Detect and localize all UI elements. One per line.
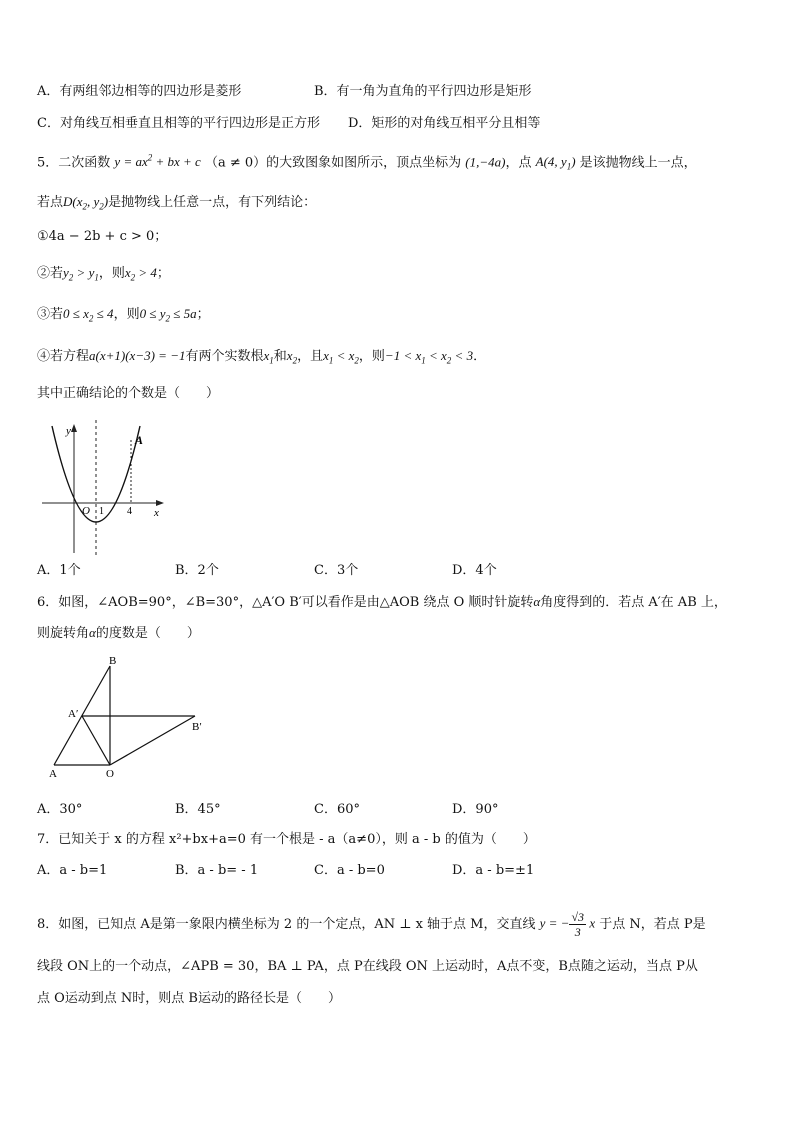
q7-option-b: B．a - b= - 1 [175, 863, 259, 878]
q5-stem-part: ； [156, 266, 170, 281]
q5-stem-part: ，则 [98, 266, 125, 281]
x-axis-label: x [154, 507, 159, 519]
q6-option-a: A．30° [37, 802, 83, 817]
q5-stem-part: 是抛物线上任意一点，有下列结论： [108, 195, 317, 210]
q8-stem-line3: 点 O运动到点 N时，则点 B运动的路径长是（ ） [37, 991, 341, 1006]
q5-vertex: (1,−4a) [465, 154, 506, 170]
q6-alpha: α [533, 594, 541, 609]
q5-stem-part: 有两个实数根 [185, 349, 264, 364]
q5-math: $0 \le x_2 \le 4$ [63, 306, 114, 324]
q5-stem-part: ，点 [505, 155, 532, 171]
q6-option-b: B．45° [175, 802, 221, 817]
q5-math: $x_1$ [263, 348, 274, 366]
q6-option-c: C．60° [314, 802, 360, 817]
label-b: B [109, 655, 117, 667]
q5-conclusion-1: ①4a − 2b + c > 0； [37, 229, 168, 244]
q5-function: $y = ax^2$ + bx + c [114, 153, 201, 170]
q4-option-b: B．有一角为直角的平行四边形是矩形 [314, 84, 532, 99]
q5-stem-part: ④若方程 [37, 349, 90, 364]
q6-stem-part: 的度数是（ ） [95, 626, 200, 641]
point-a-label: A [135, 433, 144, 447]
q8-stem-part: 于点 N，若点 P是 [599, 917, 706, 932]
y-axis-label: y [66, 425, 71, 437]
label-b-prime: B′ [192, 721, 202, 733]
q5-question: 其中正确结论的个数是（ ） [37, 386, 220, 401]
q7-option-c: C．a - b=0 [314, 863, 385, 878]
q5-option-b: B．2个 [175, 563, 219, 578]
q5-stem-line1 [37, 149, 697, 176]
q5-point-a: A(4, $y_1$) [535, 154, 576, 172]
tick-label-1: 1 [99, 506, 104, 517]
q8-stem-part: 8．如图，已知点 A是第一象限内横坐标为 2 的一个定点，AN ⊥ x 轴于点 M，交直线 [37, 917, 536, 932]
q6-triangle-figure [40, 650, 220, 780]
q5-stem-part: ②若 [37, 266, 64, 281]
x-axis-arrow [156, 500, 164, 506]
q5-math: $y_2 > y_1$ [63, 265, 99, 283]
q5-option-d: D．4个 [452, 563, 497, 578]
segment-a1o [82, 716, 110, 765]
q5-stem-part: 是该抛物线上一点， [579, 155, 697, 171]
q5-math: $x_2 > 4$ [124, 265, 157, 283]
q5-math: $x_2$ [286, 348, 298, 366]
q6-stem-part: 角度得到的．若点 A′在 AB 上， [540, 595, 727, 610]
label-o: O [106, 768, 114, 780]
q6-stem-line1 [37, 593, 727, 612]
q7-option-a: A．a - b=1 [37, 863, 108, 878]
q5-option-a: A．1个 [37, 563, 81, 578]
segment-ob1 [110, 716, 195, 765]
q5-math: a(x+1)(x−3) = −1 [89, 348, 186, 363]
q8-stem-line1 [37, 910, 706, 939]
q6-stem-part: 6．如图，∠AOB=90°，∠B=30°，△A′O B′可以看作是由△AOB 绕点 O 顺时针旋转 [37, 595, 534, 610]
q5-stem-part: 若点 [37, 195, 64, 210]
q5-option-c: C．3个 [314, 563, 359, 578]
q5-stem-part: ，且 [297, 349, 324, 364]
y-axis-arrow [71, 424, 77, 432]
label-a: A [49, 768, 57, 780]
q5-stem-part: ，则 [113, 307, 140, 322]
q6-alpha: α [89, 625, 96, 640]
q5-stem-part: 和 [273, 349, 287, 364]
q4-option-a: A．有两组邻边相等的四边形是菱形 [37, 84, 242, 99]
q5-stem-part: （a ≠ 0）的大致图象如图所示，顶点坐标为 [204, 155, 462, 171]
q5-point-d: $D(x_2$, $y_2$) [63, 194, 109, 212]
q5-conclusion-2 [37, 264, 170, 287]
q5-stem-part: 5．二次函数 [37, 155, 111, 171]
q5-conclusion-4 [37, 347, 486, 370]
q6-stem-line2 [37, 624, 200, 643]
q6-option-d: D．90° [452, 802, 499, 817]
q5-stem-part: ③若 [37, 307, 64, 322]
q5-conclusion-3 [37, 305, 210, 328]
q4-option-c: C．对角线互相垂直且相等的平行四边形是正方形 [37, 116, 320, 131]
q5-math: $-1 < x_1 < x_2 < 3$ [384, 348, 474, 366]
label-a-prime: A′ [68, 708, 79, 720]
q7-option-d: D．a - b=±1 [452, 863, 535, 878]
q5-point-a-text: A(4, y [535, 154, 567, 170]
q5-point-d-text: D(x [63, 194, 83, 209]
q4-option-d: D．矩形的对角线互相平分且相等 [348, 116, 541, 131]
origin-label: O [82, 505, 90, 517]
q5-stem-line2 [37, 193, 316, 216]
q5-math: $x_1 < x_2$ [323, 348, 359, 366]
q8-stem-line2: 线段 ON上的一个动点，∠APB = 30，BA ⊥ PA，点 P在线段 ON 上运动时，A点不变，B点随之运动，当点 P从 [37, 959, 698, 974]
q6-stem-part: 则旋转角 [37, 626, 90, 641]
tick-label-4: 4 [127, 506, 132, 517]
q5-parabola-figure [38, 418, 168, 558]
q8-line-equation: y = − $\frac{√3}{3}$ x [539, 910, 596, 939]
q5-math: $0 \le y_2 \le 5a$ [139, 306, 197, 324]
q5-stem-part: ，则 [358, 349, 385, 364]
q5-stem-part: ； [196, 307, 210, 322]
q5-stem-part: ． [473, 349, 487, 364]
q7-stem: 7．已知关于 x 的方程 x²+bx+a=0 有一个根是 - a（a≠0），则 a - b 的值为（ ） [37, 832, 536, 847]
